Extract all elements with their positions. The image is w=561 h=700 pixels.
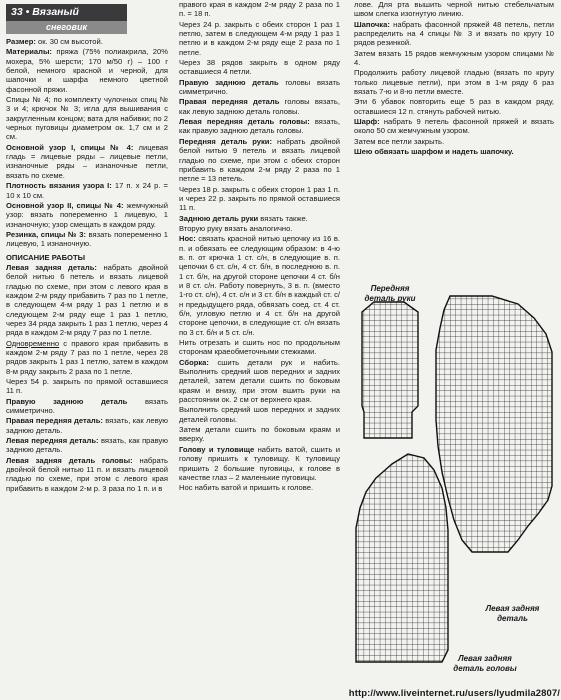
paragraph: Нить отрезать и сшить нос по продольным сторонам краеобметочными стежками.	[179, 338, 340, 357]
paragraph: Затем вязать 15 рядов жемчужным узором спицами № 4.	[354, 48, 554, 68]
paragraph: Шарф: набрать 9 петель фасонной пряжей и вязать около 50 см жемчужным узором.	[354, 117, 554, 136]
paragraph: Шапочка: набрать фасонной пряжей 48 петель, петли распределить на 4 спицы № 3 и вязать по кругу 10 рядов резинкой.	[354, 19, 554, 48]
paragraph: Левая передняя деталь: вязать, как правую заднюю деталь.	[6, 436, 168, 455]
paragraph: Правая передняя деталь: вязать, как левую заднюю деталь.	[6, 416, 168, 435]
paragraph: Вторую руку вязать аналогично.	[179, 223, 293, 233]
paragraph: Левая передняя деталь головы: вязать, как правую заднюю деталь головы.	[179, 117, 340, 136]
schematic-grid	[342, 250, 561, 690]
text-column-1	[6, 4, 168, 690]
paragraph: Через 24 р. закрыть с обеих сторон 1 раз 1 петлю, затем в следующем 4-м ряду 1 раз 1 петлю и в каждом 2-м ряду еще 2 раза по 1 петле.	[179, 19, 340, 57]
paragraph: Нос: связать красной нитью цепочку из 16 в. п. и обвязать ее следующим образом: в 4-ю в. п. от крючка 1 ст. с/н, в следующие в. п. цепочки 6 ст. с/н, 4 ст. б/н, в последнюю в. п. 1 ст. б/н, на другой стороне цепочки 4 ст. б/н и 8 ст. с/н. Работу повернуть, 3 в. п. (вместо 1-го ст. с/н), 4 ст. с/н и 3 ст. б/н в каждый ст. с/н предыдущего ряда, обвязать соед. ст. 4 ст. б/н, угловую петлю и 4 ст. б/н на другой стороне цепочки, в следующие ст. с/н вязать по 3 ст. б/н и 5 ст. с/н.	[179, 234, 340, 337]
paragraph: Передняя деталь руки: набрать двойной белой нитью 9 петель и вязать лицевой гладью по схеме, при этом с обеих сторон прибавить в каждом 2-м ряду 2 раза по 1 петле = 13 петель.	[179, 136, 340, 184]
left-back-head-label: Левая задняя деталь головы	[453, 654, 517, 673]
paragraph: Через 38 рядов закрыть в одном ряду оставшиеся 4 петли.	[179, 58, 340, 77]
paragraph: Выполнить средний шов передних и задних деталей головы.	[179, 405, 340, 424]
paragraph: Голову и туловище набить ватой, сшить и голову пришить к туловищу. К туловищу пришить 2 большие пуговицы, к голове в качестве глаз – 2 маленькие пуговицы.	[179, 444, 340, 482]
paragraph: Затем все петли закрыть.	[354, 136, 445, 146]
paragraph: Одновременно с правого края прибавить в каждом 2-м ряду 7 раз по 1 петле, через 28 рядов закрыть 1 раз 1 петлю, затем в каждом 8-м ряду закрыть 2 раза по 1 петле.	[6, 338, 168, 376]
article-header	[6, 4, 168, 35]
paragraph: Материалы: пряжа (75% полиакрила, 20% мохера, 5% шерсти; 170 м/50 г) – 100 г белой, немного красной и черной, для шапочки и шарфа немного цветной фасонной пряжи.	[6, 47, 168, 94]
paragraph: Сборка: сшить детали рук и набить. Выполнить средний шов передних и задних деталей, затем детали сшить по боковым краям и внизу, при этом вшить руки на расстоянии ок. 2 см от верхнего края.	[179, 357, 340, 405]
paragraph: Нос набить ватой и пришить к голове.	[179, 483, 314, 493]
paragraph: Заднюю деталь руки вязать также.	[179, 213, 308, 223]
text-column-2	[179, 0, 340, 690]
paragraph: Правую заднюю деталь головы вязать симметрично.	[179, 77, 340, 97]
paragraph: Основной узор II, спицы № 4: жемчужный узор: вязать попеременно 1 лицевую, 1 изнаночную; узор смещать в каждом ряду.	[6, 200, 168, 229]
article-subtitle: снеговик	[6, 21, 127, 34]
paragraph: Левая задняя деталь: набрать двойной белой нитью 6 петель и вязать лицевой гладью по схеме, при этом с левого края в каждом 2-м ряду прибавить 7 раз по 1 петле, в следующем 4-м ряду 1 раз 1 петлю и в следующем 2-м ряду еще 1 раз 1 петлю, через 34 ряда закрыть 1 раз 1 петлю, через 4 ряда в каждом 2-м ряду 7 раз по 1 петле.	[6, 262, 168, 338]
paragraph: Шею обвязать шарфом и надеть шапочку.	[354, 147, 514, 157]
source-url-watermark: http://www.liveinternet.ru/users/lyudmila2807/	[348, 688, 560, 699]
left-back-body-label: Левая задняя деталь	[485, 604, 540, 623]
paragraph: лове. Для рта вышить черной нитью стебельчатым швом слегка изогнутую линию.	[354, 0, 554, 19]
paragraph: правого края в каждом 2-м ряду 2 раза по 1 п. = 18 п.	[179, 0, 340, 19]
front-arm-label: Передняя деталь руки	[364, 284, 416, 303]
text-column-3	[354, 0, 554, 248]
paragraph: Продолжить работу лицевой гладью (вязать по кругу только лицевые петли), при этом в 1-м ряду 6 раз вязать 7-ю и 8-ю петли вместе.	[354, 68, 554, 97]
knitting-schematic	[342, 250, 561, 690]
paragraph: Резинка, спицы № 3: вязать попеременно 1 лицевую, 1 изнаночную.	[6, 229, 168, 249]
paragraph: Основной узор I, спицы № 4: лицевая гладь = лицевые ряды – лицевые петли, изнаночные ряды – изнаночные петли, вязать по схеме.	[6, 142, 168, 180]
paragraph: Через 54 р. закрыть по прямой оставшиеся 11 п.	[6, 377, 168, 396]
paragraph: Затем детали сшить по боковым краям и вверху.	[179, 425, 340, 444]
paragraph: Эти 6 убавок повторить еще 5 раз в каждом ряду, оставшиеся 12 п. стянуть рабочей нитью.	[354, 97, 554, 116]
paragraph: Правую заднюю деталь вязать симметрично.	[6, 396, 168, 416]
paragraph: Размер: ок. 30 см высотой.	[6, 37, 103, 46]
article-number-title: 33 • Вязаный	[6, 4, 127, 21]
paragraph: Правая передняя деталь головы вязать, как левую заднюю деталь головы.	[179, 97, 340, 116]
paragraph: Через 18 р. закрыть с обеих сторон 1 раз 1 п. и через 22 р. закрыть по прямой оставшиеся 11 п.	[179, 184, 340, 213]
paragraph: Левая задняя деталь головы: набрать двойной белой нитью 11 п. и вязать лицевой гладью по схеме, при этом с левого края прибавить в каждом 2-м р. 3 раза по 1 п. и в	[6, 455, 168, 493]
section-heading: ОПИСАНИЕ РАБОТЫ	[6, 252, 86, 262]
paragraph: Плотность вязания узора I: 17 п. х 24 р. = 10 х 10 см.	[6, 181, 168, 200]
paragraph: Спицы № 4; по комплекту чулочных спиц № 3 и 4; крючок № 3; игла для вышивания с закругленным концом; вата для набивки; по 2 черных пуговицы диаметром ок. 1,7 см и 2 см.	[6, 95, 168, 142]
